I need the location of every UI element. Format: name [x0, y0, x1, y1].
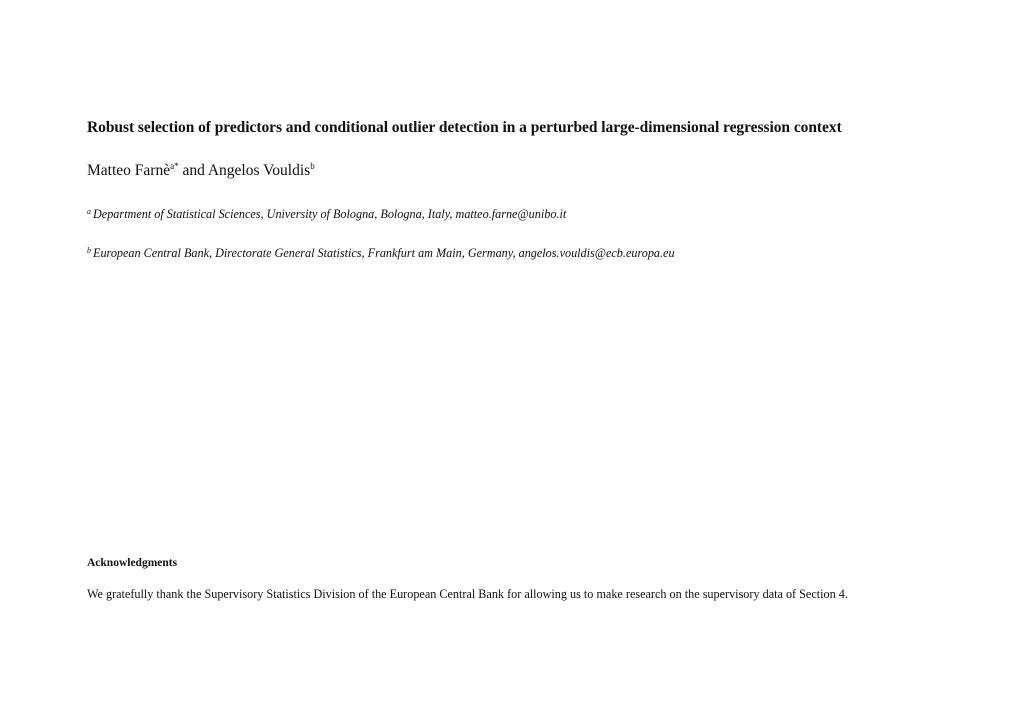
- author-name: Matteo Farnè: [87, 162, 171, 179]
- author-line: [87, 162, 315, 180]
- affiliation-text: Department of Statistical Sciences, University of Bologna, Bologna, Italy, matteo.farne@unibo.it: [93, 207, 567, 221]
- affiliation-mark: a: [87, 207, 91, 216]
- affiliation-text: European Central Bank, Directorate General Statistics, Frankfurt am Main, Germany, angelos.vouldis@ecb.europa.eu: [93, 246, 675, 260]
- acknowledgments-text: We gratefully thank the Supervisory Statistics Division of the European Central Bank for allowing us to make research on the supervisory data of Section 4.: [87, 587, 848, 601]
- acknowledgments-heading: Acknowledgments: [87, 557, 178, 569]
- affiliation-mark: b: [87, 246, 91, 255]
- author-affiliation-mark: b: [310, 161, 315, 171]
- author-affiliation-mark: a*: [170, 161, 179, 171]
- affiliation-b: [87, 246, 675, 261]
- affiliation-a: [87, 207, 566, 222]
- author-connector: and: [178, 162, 208, 179]
- author-name: Angelos Vouldis: [207, 162, 311, 179]
- paper-title: Robust selection of predictors and conditional outlier detection in a perturbed large-dimensional regression context: [87, 119, 842, 136]
